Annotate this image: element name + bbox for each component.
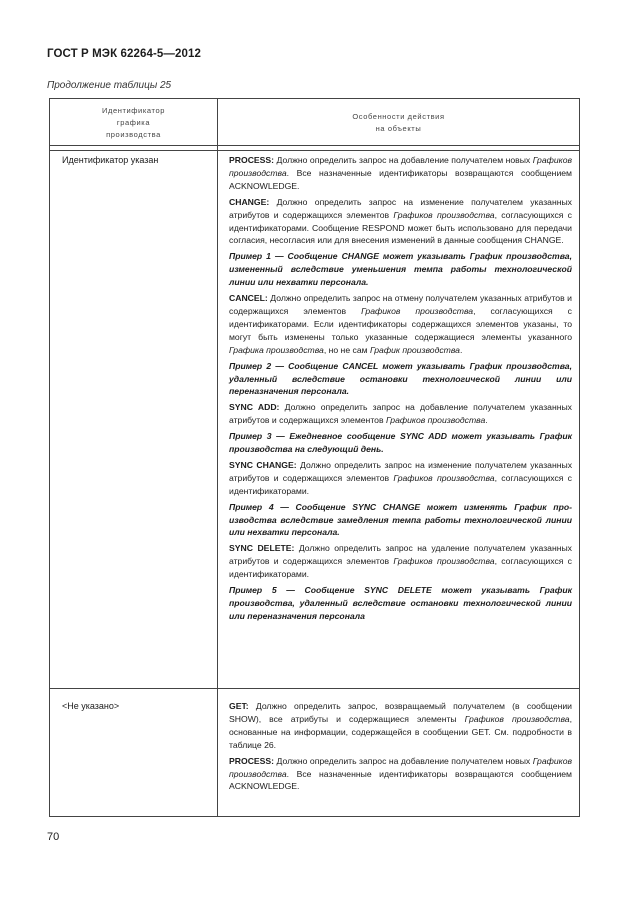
header-line: Идентификатор — [101, 106, 165, 115]
text-run: Должно определить запрос на удаление получателем указанных атрибутов и содержащихся элементов — [229, 543, 572, 567]
row-divider — [50, 688, 579, 689]
text-run: Графика производства — [229, 344, 324, 355]
text-run: . — [485, 415, 488, 426]
description-paragraph — [229, 250, 572, 289]
text-run: GET: — [229, 701, 249, 711]
row2-description-cell — [229, 700, 572, 796]
text-run: PROCESS: — [229, 755, 275, 766]
row1-description-cell — [229, 154, 572, 626]
text-run: Должно определить запрос на добавление получателем указанных атрибутов и содержащихся элементов — [229, 402, 572, 426]
description-paragraph — [229, 584, 572, 623]
text-run: . — [459, 344, 463, 355]
text-run: CANCEL: — [229, 293, 268, 304]
row2-identifier-cell: <Не указано> — [62, 701, 120, 711]
text-run: Пример 4 — Сообщение SYNC CHANGE может изменять График производства вследствие замедления темпа работы технологической линии или нехватки персонала. — [229, 501, 572, 538]
description-paragraph — [229, 501, 572, 540]
description-paragraph — [229, 755, 572, 794]
column-divider — [217, 99, 218, 816]
text-run: , основанные на информации, содержащейся в сообщении GET. См. подробности в таблице 26. — [229, 713, 572, 750]
text-run: SYNC CHANGE: — [229, 459, 297, 470]
text-run: Должно определить запрос на добавление получателем новых — [274, 155, 533, 165]
description-paragraph — [229, 401, 572, 427]
text-run: , согласующихся с идентификаторами. Сообщение RESPOND может быть использовано для передачи согласия, несогласия или для внесения изменений в данные сообщения CHANGE. — [229, 209, 572, 246]
page-number: 70 — [47, 831, 60, 843]
text-run: , согласующихся с идентификаторами. — [229, 472, 572, 496]
description-paragraph — [229, 196, 572, 248]
text-run: Графиков производства — [229, 155, 572, 178]
text-run: Должно определить запрос, возвращаемый получателем (в сообщении SHOW), все атрибуты и содержащиеся элементы — [229, 701, 572, 724]
header-line: производства — [106, 130, 161, 139]
text-run: Должно определить запрос на отмену получателем указанных атрибутов и содержащихся элементов — [229, 293, 572, 316]
header-rule-top — [50, 145, 579, 146]
description-paragraph — [229, 360, 572, 399]
text-run: PROCESS: — [229, 155, 275, 165]
description-paragraph — [229, 430, 572, 456]
actions-table — [49, 98, 580, 817]
text-run: График производства — [369, 344, 460, 355]
text-run: Должно определить запрос на изменение получателем указанных атрибутов и содержащихся элементов — [229, 196, 572, 220]
text-run: Пример 1 — Сообщение CHANGE может указывать График производства, измененный вследствие уменьшения темпа работы технологической линии или нехватки персонала. — [229, 251, 572, 288]
text-run: SYNC DELETE: — [229, 543, 295, 554]
text-run: Графиков производства — [385, 415, 486, 426]
text-run: Графиков производства — [393, 209, 495, 220]
table-caption: Продолжение таблицы 25 — [47, 80, 172, 91]
description-paragraph — [229, 154, 572, 193]
description-paragraph — [229, 700, 572, 752]
header-line: Особенности действия — [352, 112, 445, 121]
text-run: Пример 5 — Сообщение SYNC DELETE может указывать График производства, удаленный вследствие остановки технологической линии или переназначения персонала — [229, 585, 572, 621]
description-paragraph — [229, 459, 572, 498]
text-run: Графиков производства — [464, 713, 570, 724]
text-run: . Все назначенные идентификаторы возвращаются сообщением ACKNOWLEDGE. — [229, 167, 572, 191]
header-line: на объекты — [375, 124, 422, 133]
text-run: SYNC ADD: — [229, 402, 280, 413]
header-line: графика — [116, 118, 151, 127]
column-header-identifier — [50, 105, 217, 141]
text-run: Пример 3 — Ежедневное сообщение SYNC ADD может указывать График производства на следующий день. — [229, 431, 572, 455]
text-run: Должно определить запрос на изменение получателем указанных атрибутов и содержащихся элементов — [229, 459, 573, 483]
text-run: Графиков производства — [229, 755, 572, 779]
text-run: CHANGE: — [229, 196, 270, 207]
text-run: Графиков производства — [393, 556, 495, 567]
header-rule-bottom — [50, 150, 579, 151]
description-paragraph — [229, 542, 572, 581]
column-header-features — [218, 111, 579, 135]
document-title: ГОСТ Р МЭК 62264-5—2012 — [47, 48, 201, 60]
text-run: , согласующихся с идентификаторами. — [229, 556, 572, 580]
text-run: Должно определить запрос на добавление получателем новых — [274, 755, 533, 766]
row1-identifier-cell: Идентификатор указан — [62, 155, 159, 165]
text-run: Графиков производства — [361, 305, 474, 316]
text-run: Графиков производства — [393, 472, 495, 483]
text-run: Пример 2 — Сообщение CANCEL может указывать График производства, удаленный вследствие остановки технологической линии или переназначения персонала. — [229, 360, 572, 397]
text-run: . Все назначенные идентификаторы возвращаются сообщением ACKNOWLEDGE. — [229, 768, 572, 792]
text-run: , согласующихся с идентификаторами. Если идентификаторы содержащихся элементов указаны, то могут быть изменены только указанные содержащиеся элементы указанного — [229, 305, 572, 342]
text-run: , но не сам — [323, 344, 370, 355]
description-paragraph — [229, 292, 572, 357]
